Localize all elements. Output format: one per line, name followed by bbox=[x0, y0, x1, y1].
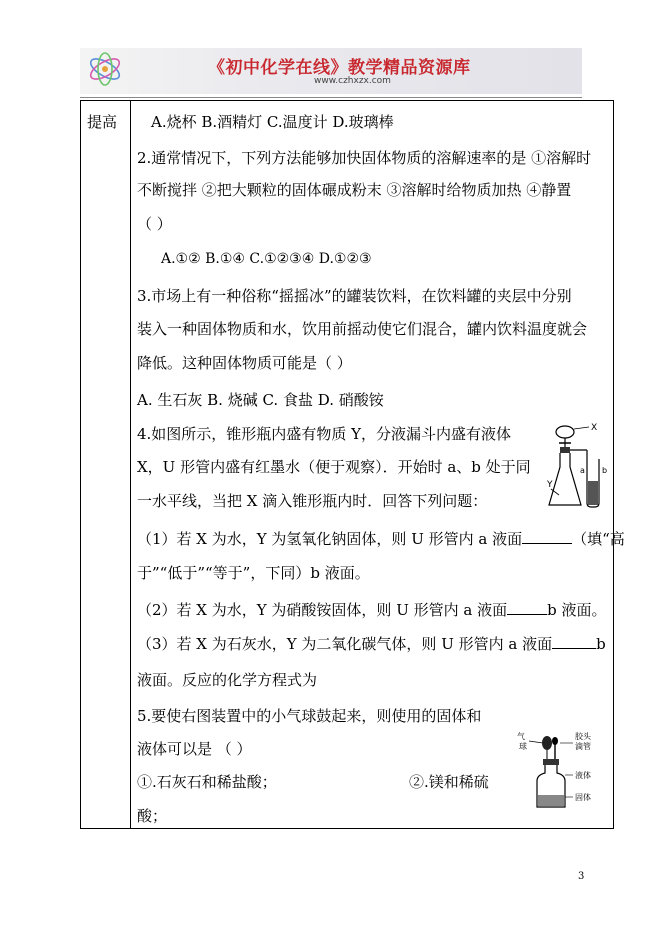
q5-option-2-cont: 酸； bbox=[137, 807, 168, 825]
answer-blank bbox=[522, 543, 572, 544]
atom-logo-icon bbox=[82, 44, 128, 94]
figure-label: Y bbox=[547, 480, 553, 490]
q4-stem: 4.如图所示，锥形瓶内盛有物质 Y，分液漏斗内盛有液体 bbox=[137, 425, 511, 443]
q4-part3-suffix: b bbox=[596, 635, 606, 653]
header-banner bbox=[80, 44, 582, 98]
page-number: 3 bbox=[578, 871, 585, 882]
q4-part2-text: （2）若 X 为水，Y 为硝酸铵固体，则 U 形管内 a 液面 bbox=[137, 601, 508, 619]
flask-u-tube-diagram bbox=[547, 419, 613, 511]
q5-option-2: ②.镁和稀硫 bbox=[409, 773, 489, 791]
q4-part2-suffix: b 液面。 bbox=[547, 601, 607, 619]
figure-label: 气 bbox=[517, 732, 525, 741]
q5-option-1: ①.石灰石和稀盐酸； bbox=[137, 773, 277, 791]
banner-title: 《初中化学在线》教学精品资源库 bbox=[208, 58, 471, 78]
row-label: 提高 bbox=[87, 113, 118, 131]
figure-label: 液体 bbox=[575, 771, 591, 780]
q2-options: A.①② B.①④ C.①②③④ D.①②③ bbox=[161, 251, 372, 267]
q3-options: A. 生石灰 B. 烧碱 C. 食盐 D. 硝酸铵 bbox=[137, 391, 384, 409]
balloon-flask-diagram bbox=[515, 729, 607, 813]
q4-part1-cont: 于”“低于”“等于”，下同）b 液面。 bbox=[137, 564, 370, 582]
figure-label: 滴管 bbox=[575, 742, 591, 751]
column-divider bbox=[130, 101, 131, 828]
q5-stem-cont: 液体可以是 （ ） bbox=[137, 740, 252, 758]
q4-part1-text: （1）若 X 为水，Y 为氢氧化钠固体，则 U 形管内 a 液面 bbox=[137, 530, 523, 548]
figure-label: 胶头 bbox=[575, 732, 591, 741]
q4-stem-end: 一水平线，当把 X 滴入锥形瓶内时．回答下列问题： bbox=[137, 492, 488, 510]
q3-stem-cont: 装入一种固体物质和水，饮用前摇动使它们混合，罐内饮料温度就会 bbox=[137, 320, 588, 338]
figure-label: 球 bbox=[519, 742, 527, 751]
answer-blank bbox=[552, 648, 596, 649]
header-divider bbox=[80, 97, 582, 98]
q4-part3 bbox=[137, 633, 606, 654]
answer-blank bbox=[507, 614, 547, 615]
q4-stem-cont: X，U 形管内盛有红墨水（便于观察）．开始时 a、b 处于同 bbox=[137, 458, 531, 476]
q4-part2 bbox=[137, 599, 606, 620]
q3-stem: 3.市场上有一种俗称“摇摇冰”的罐装饮料，在饮料罐的夹层中分别 bbox=[137, 287, 572, 305]
q4-part1-suffix: （填“高 bbox=[572, 530, 625, 548]
q2-answer-bracket: （ ） bbox=[137, 215, 172, 233]
question-table bbox=[80, 100, 625, 829]
q4-part3-cont: 液面。反应的化学方程式为 bbox=[137, 671, 318, 689]
figure-label: 固体 bbox=[575, 793, 591, 802]
q4-part1 bbox=[137, 528, 625, 549]
banner-url: www.czhxzx.com bbox=[314, 76, 391, 86]
q1-options: A.烧杯 B.酒精灯 C.温度计 D.玻璃棒 bbox=[151, 113, 394, 131]
q2-stem: 2.通常情况下，下列方法能够加快固体物质的溶解速率的是 ①溶解时 bbox=[137, 149, 592, 167]
figure-label: b bbox=[602, 466, 608, 475]
q2-stem-cont: 不断搅拌 ②把大颗粒的固体碾成粉末 ③溶解时给物质加热 ④静置 bbox=[137, 181, 572, 199]
figure-label: a bbox=[580, 466, 585, 475]
q3-stem-end: 降低。这种固体物质可能是（ ） bbox=[137, 354, 352, 372]
q5-stem: 5.要使右图装置中的小气球鼓起来，则使用的固体和 bbox=[137, 707, 482, 725]
q4-part3-text: （3）若 X 为石灰水，Y 为二氧化碳气体，则 U 形管内 a 液面 bbox=[137, 635, 553, 653]
figure-label: X bbox=[591, 423, 598, 433]
